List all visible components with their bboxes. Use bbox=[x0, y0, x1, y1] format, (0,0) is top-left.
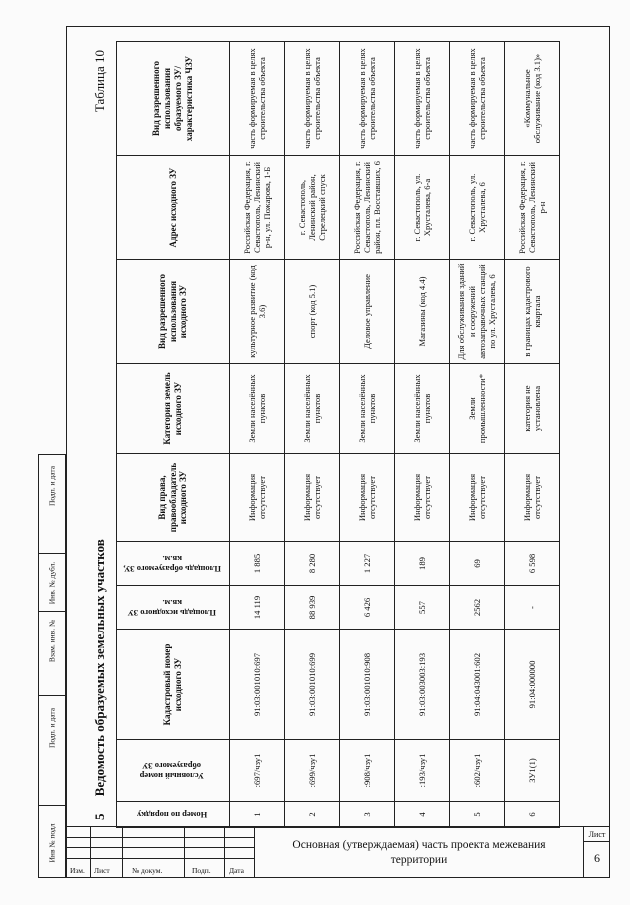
strip-cell bbox=[39, 695, 65, 759]
table-cell: часть формируемая в целях строительства объекта bbox=[395, 42, 450, 156]
header-cell: Площадь исходного ЗУ кв.м. bbox=[117, 586, 230, 630]
table-cell: ЗУ1(1) bbox=[505, 740, 560, 802]
table-cell: Российская Федерация, г. Севастополь, Ленинский р-н, ул. Пожарова, 1-Б bbox=[230, 156, 285, 260]
table-cell: :602/чзу1 bbox=[450, 740, 505, 802]
table-row bbox=[505, 42, 560, 828]
table-cell: :193/чзу1 bbox=[395, 740, 450, 802]
table-cell: культурное развитие (код 3.6) bbox=[230, 260, 285, 364]
table-cell: Земли населённых пунктов bbox=[230, 364, 285, 454]
left-signature-strip bbox=[38, 454, 66, 878]
table-caption: Таблица 10 bbox=[92, 50, 107, 113]
table-cell: 6 426 bbox=[340, 586, 395, 630]
table-cell: :699/чзу1 bbox=[285, 740, 340, 802]
strip-label: Подп. и дата bbox=[47, 465, 57, 507]
table-cell: 91:03:003003:193 bbox=[395, 630, 450, 740]
table-cell: Земли промышленности* bbox=[450, 364, 505, 454]
table-cell: в границах кадастрового квартала bbox=[505, 260, 560, 364]
table-cell: 3 bbox=[340, 802, 395, 828]
col-label-izm: Изм. bbox=[70, 866, 85, 875]
table-cell: Для обслуживания зданий и сооружений автозаправочных станций по ул. Хрусталева, 6 bbox=[450, 260, 505, 364]
table-cell: спорт (код 5.1) bbox=[285, 260, 340, 364]
table-cell: 1 885 bbox=[230, 542, 285, 586]
col-label-date: Дата bbox=[229, 866, 244, 875]
strip-label: Подп. и дата bbox=[47, 707, 57, 748]
title-block-main-text: Основная (утверждаемая) часть проекта межевания территории bbox=[254, 827, 584, 878]
table-row bbox=[285, 42, 340, 828]
header-cell: Площадь образуемого ЗУ, кв.м. bbox=[117, 542, 230, 586]
table-row bbox=[395, 42, 450, 828]
header-cell: Номер по порядку bbox=[117, 802, 230, 828]
section-number: 5 bbox=[92, 813, 107, 820]
strip-label: Инв № подл bbox=[47, 823, 57, 862]
table-cell: 1 bbox=[230, 802, 285, 828]
table-cell: 14 119 bbox=[230, 586, 285, 630]
table-cell: 4 bbox=[395, 802, 450, 828]
rotated-content bbox=[70, 30, 610, 840]
col-label-sign: Подп. bbox=[192, 866, 211, 875]
table-cell: 91:04:043001:602 bbox=[450, 630, 505, 740]
table-cell: часть формируемая в целях строительства объекта bbox=[285, 42, 340, 156]
table-cell: 6 bbox=[505, 802, 560, 828]
table-cell: 5 bbox=[450, 802, 505, 828]
sheet-number: 6 bbox=[594, 851, 600, 865]
table-cell: Информация отсутствует bbox=[505, 454, 560, 542]
table-cell: Информация отсутствует bbox=[395, 454, 450, 542]
land-plots-table bbox=[116, 41, 560, 828]
header-cell: Вид разрешенного использования образуемого ЗУ/характеристика ЧЗУ bbox=[117, 42, 230, 156]
table-cell: г. Севастополь, ул. Хрусталева, 6 bbox=[450, 156, 505, 260]
table-cell: 91:03:001010:699 bbox=[285, 630, 340, 740]
table-cell: Информация отсутствует bbox=[230, 454, 285, 542]
strip-label: Инв. № дубл. bbox=[47, 561, 57, 604]
table-header-row bbox=[117, 42, 230, 828]
table-cell: 2562 bbox=[450, 586, 505, 630]
table-cell: «Коммунальное обслуживание (код 3.1)» bbox=[505, 42, 560, 156]
table-cell: Деловое управление bbox=[340, 260, 395, 364]
table-cell: Российская Федерация, г. Севастополь, Ленинский район, пл. Восставших, 6 bbox=[340, 156, 395, 260]
table-cell: 1 227 bbox=[340, 542, 395, 586]
table-cell: часть формируемая в целях строительства объекта bbox=[450, 42, 505, 156]
table-cell: часть формируемая в целях строительства объекта bbox=[230, 42, 285, 156]
table-cell: г. Севастополь, ул. Хрусталева, 6-а bbox=[395, 156, 450, 260]
table-row bbox=[340, 42, 395, 828]
table-cell: - bbox=[505, 586, 560, 630]
header-cell: Адрес исходного ЗУ bbox=[117, 156, 230, 260]
table-cell: Земли населённых пунктов bbox=[285, 364, 340, 454]
col-label-doc: № докум. bbox=[132, 866, 163, 875]
table-cell: 69 bbox=[450, 542, 505, 586]
table-cell: Информация отсутствует bbox=[450, 454, 505, 542]
table-cell: 91:04:000000 bbox=[505, 630, 560, 740]
strip-cell bbox=[39, 455, 65, 517]
section-title: Ведомость образуемых земельных участков bbox=[92, 539, 107, 797]
section-heading bbox=[92, 539, 108, 820]
table-row bbox=[450, 42, 505, 828]
col-label-list: Лист bbox=[94, 866, 110, 875]
table-cell: категория не установлена bbox=[505, 364, 560, 454]
table-cell: г. Севастополь, Ленинский район, Стрелецкий спуск bbox=[285, 156, 340, 260]
header-cell: Вид права, правообладатель исходного ЗУ bbox=[117, 454, 230, 542]
strip-cell bbox=[39, 805, 65, 879]
strip-cell bbox=[39, 611, 65, 669]
table-cell: 557 bbox=[395, 586, 450, 630]
table-cell: :908/чзу1 bbox=[340, 740, 395, 802]
table-row bbox=[230, 42, 285, 828]
strip-label: Взам. инв. № bbox=[47, 619, 57, 662]
header-cell: Условный номер образуемого ЗУ bbox=[117, 740, 230, 802]
table-cell: 91:03:001010:697 bbox=[230, 630, 285, 740]
table-cell: 88 939 bbox=[285, 586, 340, 630]
table-cell: 189 bbox=[395, 542, 450, 586]
header-cell: Категория земель исходного ЗУ bbox=[117, 364, 230, 454]
title-block bbox=[66, 826, 610, 878]
sheet-box bbox=[584, 827, 610, 878]
table-cell: часть формируемая в целях строительства объекта bbox=[340, 42, 395, 156]
table-cell: 8 280 bbox=[285, 542, 340, 586]
table-cell: Магазины (код 4.4) bbox=[395, 260, 450, 364]
strip-cell bbox=[39, 553, 65, 611]
table-cell: Информация отсутствует bbox=[285, 454, 340, 542]
table-cell: Земли населённых пунктов bbox=[340, 364, 395, 454]
table-cell: Информация отсутствует bbox=[340, 454, 395, 542]
table-cell: :697/чзу1 bbox=[230, 740, 285, 802]
table-cell: 2 bbox=[285, 802, 340, 828]
table-cell: Российская Федерация, г. Севастополь, Ленинский р-н bbox=[505, 156, 560, 260]
header-cell: Вид разрешенного использования исходного ЗУ bbox=[117, 260, 230, 364]
sheet-label: Лист bbox=[584, 830, 610, 842]
title-block-grid bbox=[66, 827, 254, 878]
table-cell: 6 598 bbox=[505, 542, 560, 586]
header-cell: Кадастровый номер исходного ЗУ bbox=[117, 630, 230, 740]
table-cell: 91:03:001010:908 bbox=[340, 630, 395, 740]
table-cell: Земли населённых пунктов bbox=[395, 364, 450, 454]
